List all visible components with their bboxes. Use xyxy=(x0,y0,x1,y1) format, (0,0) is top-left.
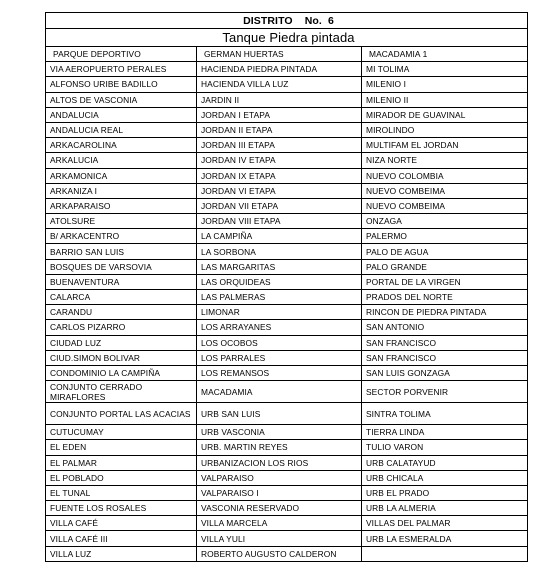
table-row xyxy=(46,198,528,213)
cell-col2: MACADAMIA xyxy=(197,381,362,403)
cell-col3: URB LA ESMERALDA xyxy=(362,531,528,546)
cell-col3: SAN FRANCISCO xyxy=(362,335,528,350)
cell-col2: LAS ORQUIDEAS xyxy=(197,274,362,289)
table-row xyxy=(46,107,528,122)
cell-col3: PRADOS DEL NORTE xyxy=(362,290,528,305)
cell-col3: URB EL PRADO xyxy=(362,485,528,500)
cell-col1: VILLA CAFÉ xyxy=(46,516,197,531)
cell-col3: MACADAMIA 1 xyxy=(362,47,528,62)
cell-col2: VALPARAISO I xyxy=(197,485,362,500)
cell-col2: VALPARAISO xyxy=(197,470,362,485)
table-row xyxy=(46,516,528,531)
cell-col2: JARDIN II xyxy=(197,92,362,107)
cell-col2: JORDAN IX ETAPA xyxy=(197,168,362,183)
cell-col2: LOS OCOBOS xyxy=(197,335,362,350)
table-body xyxy=(46,13,528,562)
cell-col2: LA SORBONA xyxy=(197,244,362,259)
cell-col3: VILLAS DEL PALMAR xyxy=(362,516,528,531)
cell-col2: LIMONAR xyxy=(197,305,362,320)
cell-col1: BOSQUES DE VARSOVIA xyxy=(46,259,197,274)
table-row xyxy=(46,168,528,183)
cell-col1: PARQUE DEPORTIVO xyxy=(46,47,197,62)
cell-col1: ATOLSURE xyxy=(46,214,197,229)
cell-col3: MILENIO I xyxy=(362,77,528,92)
cell-col1: BUENAVENTURA xyxy=(46,274,197,289)
table-row xyxy=(46,290,528,305)
table-row xyxy=(46,259,528,274)
cell-col2: JORDAN VII ETAPA xyxy=(197,198,362,213)
cell-col3: PORTAL DE LA VIRGEN xyxy=(362,274,528,289)
table-row xyxy=(46,485,528,500)
cell-col1: ARKALUCIA xyxy=(46,153,197,168)
cell-col3: PALO DE AGUA xyxy=(362,244,528,259)
table-row xyxy=(46,440,528,455)
cell-col1: ARKAPARAISO xyxy=(46,198,197,213)
cell-col2: ROBERTO AUGUSTO CALDERON xyxy=(197,546,362,561)
cell-col3: PALERMO xyxy=(362,229,528,244)
cell-col3: URB LA ALMERIA xyxy=(362,501,528,516)
cell-col3: URB CALATAYUD xyxy=(362,455,528,470)
table-row xyxy=(46,229,528,244)
cell-col3: MULTIFAM EL JORDAN xyxy=(362,138,528,153)
cell-col3: SAN FRANCISCO xyxy=(362,350,528,365)
cell-col3: TIERRA LINDA xyxy=(362,425,528,440)
cell-col2: JORDAN VIII ETAPA xyxy=(197,214,362,229)
table-row xyxy=(46,365,528,380)
cell-col2: HACIENDA PIEDRA PINTADA xyxy=(197,62,362,77)
table-row xyxy=(46,546,528,561)
cell-col3: RINCON DE PIEDRA PINTADA xyxy=(362,305,528,320)
cell-col2: LAS MARGARITAS xyxy=(197,259,362,274)
table-row xyxy=(46,62,528,77)
cell-col3: NUEVO COLOMBIA xyxy=(362,168,528,183)
cell-col3: NUEVO COMBEIMA xyxy=(362,198,528,213)
cell-col2: JORDAN III ETAPA xyxy=(197,138,362,153)
cell-col1: CONJUNTO PORTAL LAS ACACIAS xyxy=(46,403,197,425)
cell-col1: CALARCA xyxy=(46,290,197,305)
cell-col1: CIUDAD LUZ xyxy=(46,335,197,350)
cell-col2: JORDAN I ETAPA xyxy=(197,107,362,122)
cell-col2: JORDAN IV ETAPA xyxy=(197,153,362,168)
cell-col3: MI TOLIMA xyxy=(362,62,528,77)
cell-col1: CARLOS PIZARRO xyxy=(46,320,197,335)
cell-col1: EL TUNAL xyxy=(46,485,197,500)
table-row xyxy=(46,320,528,335)
cell-col1: VIA AEROPUERTO PERALES xyxy=(46,62,197,77)
cell-col3 xyxy=(362,546,528,561)
cell-col2: VASCONIA RESERVADO xyxy=(197,501,362,516)
table-row xyxy=(46,92,528,107)
table-row xyxy=(46,350,528,365)
cell-col1: CARANDU xyxy=(46,305,197,320)
district-title: DISTRITO No. 6 xyxy=(46,13,528,29)
cell-col2: URB SAN LUIS xyxy=(197,403,362,425)
cell-col2: VILLA YULI xyxy=(197,531,362,546)
table-row xyxy=(46,501,528,516)
cell-col2: HACIENDA VILLA LUZ xyxy=(197,77,362,92)
cell-col3: NIZA NORTE xyxy=(362,153,528,168)
cell-col2: JORDAN II ETAPA xyxy=(197,122,362,137)
cell-col1: EL PALMAR xyxy=(46,455,197,470)
cell-col2: LOS ARRAYANES xyxy=(197,320,362,335)
table-row xyxy=(46,470,528,485)
tank-subtitle: Tanque Piedra pintada xyxy=(46,29,528,47)
cell-col3: SINTRA TOLIMA xyxy=(362,403,528,425)
cell-col1: ALFONSO URIBE BADILLO xyxy=(46,77,197,92)
table-row xyxy=(46,455,528,470)
title-row xyxy=(46,13,528,29)
cell-col1: EL POBLADO xyxy=(46,470,197,485)
table-row xyxy=(46,381,528,403)
district-table xyxy=(45,12,528,562)
cell-col3: MILENIO II xyxy=(362,92,528,107)
cell-col1: ANDALUCIA xyxy=(46,107,197,122)
cell-col2: GERMAN HUERTAS xyxy=(197,47,362,62)
table-row xyxy=(46,244,528,259)
table-row xyxy=(46,153,528,168)
cell-col1: CUTUCUMAY xyxy=(46,425,197,440)
cell-col1: ARKACAROLINA xyxy=(46,138,197,153)
cell-col1: CONJUNTO CERRADO MIRAFLORES xyxy=(46,381,197,403)
table-row xyxy=(46,403,528,425)
cell-col2: LOS REMANSOS xyxy=(197,365,362,380)
table-row xyxy=(46,77,528,92)
cell-col3: MIRADOR DE GUAVINAL xyxy=(362,107,528,122)
cell-col1: BARRIO SAN LUIS xyxy=(46,244,197,259)
cell-col3: PALO GRANDE xyxy=(362,259,528,274)
cell-col2: LAS PALMERAS xyxy=(197,290,362,305)
cell-col1: FUENTE LOS ROSALES xyxy=(46,501,197,516)
cell-col1: CIUD.SIMON BOLIVAR xyxy=(46,350,197,365)
cell-col1: CONDOMINIO LA CAMPIÑA xyxy=(46,365,197,380)
cell-col1: ALTOS DE VASCONIA xyxy=(46,92,197,107)
cell-col3: TULIO VARON xyxy=(362,440,528,455)
cell-col1: ARKAMONICA xyxy=(46,168,197,183)
table-row xyxy=(46,305,528,320)
cell-col2: URB VASCONIA xyxy=(197,425,362,440)
cell-col2: VILLA MARCELA xyxy=(197,516,362,531)
cell-col2: LOS PARRALES xyxy=(197,350,362,365)
table-row xyxy=(46,335,528,350)
table-row xyxy=(46,531,528,546)
cell-col3: URB CHICALA xyxy=(362,470,528,485)
table-row xyxy=(46,214,528,229)
cell-col3: SAN ANTONIO xyxy=(362,320,528,335)
table-row xyxy=(46,138,528,153)
cell-col1: EL EDEN xyxy=(46,440,197,455)
table-row xyxy=(46,183,528,198)
cell-col1: VILLA LUZ xyxy=(46,546,197,561)
cell-col1: ARKANIZA I xyxy=(46,183,197,198)
cell-col3: NUEVO COMBEIMA xyxy=(362,183,528,198)
subtitle-row xyxy=(46,29,528,47)
cell-col3: SECTOR PORVENIR xyxy=(362,381,528,403)
cell-col3: ONZAGA xyxy=(362,214,528,229)
cell-col3: MIROLINDO xyxy=(362,122,528,137)
cell-col2: JORDAN VI ETAPA xyxy=(197,183,362,198)
table-row xyxy=(46,122,528,137)
table-row xyxy=(46,274,528,289)
table-row xyxy=(46,47,528,62)
cell-col1: VILLA CAFÉ III xyxy=(46,531,197,546)
cell-col1: B/ ARKACENTRO xyxy=(46,229,197,244)
cell-col2: URB. MARTIN REYES xyxy=(197,440,362,455)
cell-col3: SAN LUIS GONZAGA xyxy=(362,365,528,380)
table-row xyxy=(46,425,528,440)
cell-col1: ANDALUCIA REAL xyxy=(46,122,197,137)
cell-col2: LA CAMPIÑA xyxy=(197,229,362,244)
cell-col2: URBANIZACION LOS RIOS xyxy=(197,455,362,470)
